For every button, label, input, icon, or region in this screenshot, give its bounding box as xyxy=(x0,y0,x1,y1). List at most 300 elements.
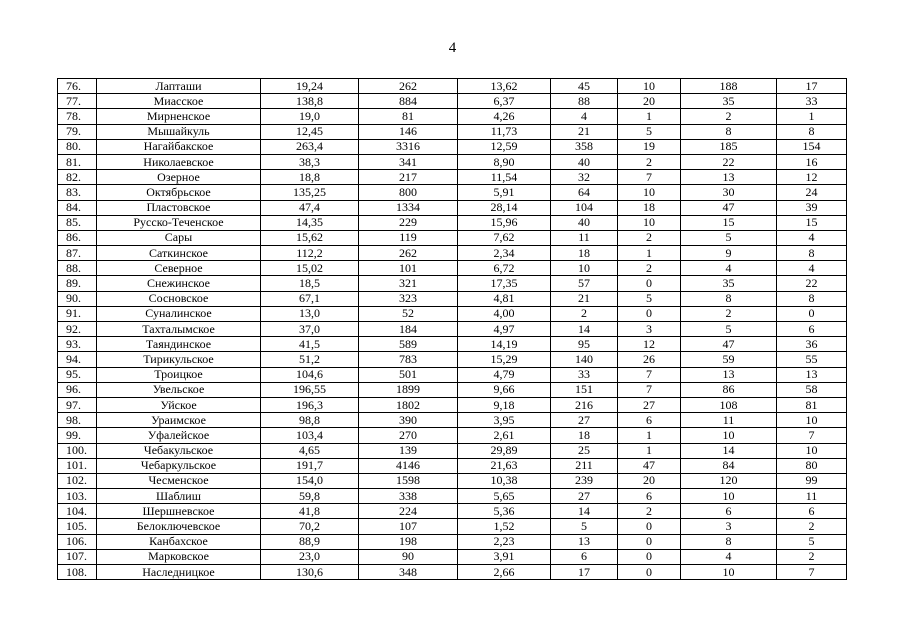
value-cell: 21 xyxy=(551,291,618,306)
name-cell: Марковское xyxy=(97,549,261,564)
page-number: 4 xyxy=(448,40,457,56)
ratio-cell: 4,79 xyxy=(458,367,551,382)
ratio-cell: 11,73 xyxy=(458,124,551,139)
value-cell: 39 xyxy=(777,200,847,215)
value-cell: 40 xyxy=(551,154,618,169)
ratio-cell: 6,72 xyxy=(458,261,551,276)
ratio-cell: 2,34 xyxy=(458,246,551,261)
value-cell: 20 xyxy=(618,473,681,488)
count-cell: 52 xyxy=(359,306,458,321)
area-cell: 12,45 xyxy=(261,124,359,139)
value-cell: 6 xyxy=(618,489,681,504)
name-cell: Нагайбакское xyxy=(97,139,261,154)
area-cell: 38,3 xyxy=(261,154,359,169)
row-number-cell: 96. xyxy=(58,382,97,397)
row-number-cell: 83. xyxy=(58,185,97,200)
row-number-cell: 80. xyxy=(58,139,97,154)
value-cell: 86 xyxy=(681,382,777,397)
row-number-cell: 93. xyxy=(58,337,97,352)
value-cell: 0 xyxy=(618,519,681,534)
area-cell: 59,8 xyxy=(261,489,359,504)
data-table xyxy=(57,78,847,580)
value-cell: 0 xyxy=(618,306,681,321)
value-cell: 45 xyxy=(551,79,618,94)
value-cell: 0 xyxy=(618,565,681,580)
ratio-cell: 14,19 xyxy=(458,337,551,352)
value-cell: 84 xyxy=(681,458,777,473)
ratio-cell: 12,59 xyxy=(458,139,551,154)
table-row xyxy=(58,170,847,185)
name-cell: Чебаркульское xyxy=(97,458,261,473)
value-cell: 3 xyxy=(681,519,777,534)
name-cell: Озерное xyxy=(97,170,261,185)
value-cell: 2 xyxy=(618,261,681,276)
value-cell: 27 xyxy=(618,397,681,412)
row-number-cell: 90. xyxy=(58,291,97,306)
value-cell: 26 xyxy=(618,352,681,367)
name-cell: Тахталымское xyxy=(97,322,261,337)
table-row xyxy=(58,473,847,488)
ratio-cell: 2,61 xyxy=(458,428,551,443)
value-cell: 1 xyxy=(618,246,681,261)
area-cell: 15,02 xyxy=(261,261,359,276)
value-cell: 12 xyxy=(618,337,681,352)
area-cell: 51,2 xyxy=(261,352,359,367)
value-cell: 6 xyxy=(777,504,847,519)
value-cell: 0 xyxy=(618,276,681,291)
name-cell: Сары xyxy=(97,230,261,245)
value-cell: 0 xyxy=(777,306,847,321)
value-cell: 40 xyxy=(551,215,618,230)
area-cell: 98,8 xyxy=(261,413,359,428)
count-cell: 321 xyxy=(359,276,458,291)
table-row xyxy=(58,382,847,397)
value-cell: 4 xyxy=(777,261,847,276)
value-cell: 2 xyxy=(681,306,777,321)
name-cell: Николаевское xyxy=(97,154,261,169)
ratio-cell: 13,62 xyxy=(458,79,551,94)
count-cell: 224 xyxy=(359,504,458,519)
value-cell: 120 xyxy=(681,473,777,488)
table-row xyxy=(58,337,847,352)
name-cell: Чесменское xyxy=(97,473,261,488)
value-cell: 7 xyxy=(618,367,681,382)
value-cell: 95 xyxy=(551,337,618,352)
value-cell: 10 xyxy=(681,565,777,580)
name-cell: Тирикульское xyxy=(97,352,261,367)
name-cell: Шершневское xyxy=(97,504,261,519)
table-row xyxy=(58,185,847,200)
row-number-cell: 101. xyxy=(58,458,97,473)
value-cell: 239 xyxy=(551,473,618,488)
value-cell: 88 xyxy=(551,94,618,109)
name-cell: Пластовское xyxy=(97,200,261,215)
area-cell: 4,65 xyxy=(261,443,359,458)
value-cell: 0 xyxy=(618,549,681,564)
row-number-cell: 81. xyxy=(58,154,97,169)
count-cell: 589 xyxy=(359,337,458,352)
count-cell: 217 xyxy=(359,170,458,185)
row-number-cell: 95. xyxy=(58,367,97,382)
value-cell: 10 xyxy=(777,443,847,458)
value-cell: 64 xyxy=(551,185,618,200)
name-cell: Увельское xyxy=(97,382,261,397)
value-cell: 10 xyxy=(551,261,618,276)
row-number-cell: 106. xyxy=(58,534,97,549)
ratio-cell: 2,23 xyxy=(458,534,551,549)
value-cell: 32 xyxy=(551,170,618,185)
table-row xyxy=(58,291,847,306)
name-cell: Чебакульское xyxy=(97,443,261,458)
value-cell: 10 xyxy=(618,185,681,200)
ratio-cell: 2,66 xyxy=(458,565,551,580)
count-cell: 139 xyxy=(359,443,458,458)
value-cell: 55 xyxy=(777,352,847,367)
name-cell: Снежинское xyxy=(97,276,261,291)
area-cell: 67,1 xyxy=(261,291,359,306)
value-cell: 6 xyxy=(551,549,618,564)
value-cell: 33 xyxy=(777,94,847,109)
count-cell: 101 xyxy=(359,261,458,276)
value-cell: 9 xyxy=(681,246,777,261)
count-cell: 323 xyxy=(359,291,458,306)
ratio-cell: 3,95 xyxy=(458,413,551,428)
value-cell: 80 xyxy=(777,458,847,473)
value-cell: 18 xyxy=(618,200,681,215)
table-row xyxy=(58,109,847,124)
value-cell: 17 xyxy=(777,79,847,94)
value-cell: 0 xyxy=(618,534,681,549)
value-cell: 7 xyxy=(618,170,681,185)
area-cell: 13,0 xyxy=(261,306,359,321)
row-number-cell: 107. xyxy=(58,549,97,564)
value-cell: 10 xyxy=(681,489,777,504)
value-cell: 1 xyxy=(618,443,681,458)
value-cell: 18 xyxy=(551,428,618,443)
count-cell: 1802 xyxy=(359,397,458,412)
name-cell: Ураимское xyxy=(97,413,261,428)
table-row xyxy=(58,534,847,549)
value-cell: 36 xyxy=(777,337,847,352)
value-cell: 108 xyxy=(681,397,777,412)
value-cell: 14 xyxy=(551,504,618,519)
value-cell: 8 xyxy=(777,246,847,261)
count-cell: 3316 xyxy=(359,139,458,154)
ratio-cell: 9,18 xyxy=(458,397,551,412)
count-cell: 884 xyxy=(359,94,458,109)
value-cell: 13 xyxy=(681,367,777,382)
count-cell: 81 xyxy=(359,109,458,124)
name-cell: Октябрьское xyxy=(97,185,261,200)
row-number-cell: 77. xyxy=(58,94,97,109)
area-cell: 130,6 xyxy=(261,565,359,580)
count-cell: 90 xyxy=(359,549,458,564)
value-cell: 81 xyxy=(777,397,847,412)
value-cell: 6 xyxy=(777,322,847,337)
area-cell: 70,2 xyxy=(261,519,359,534)
value-cell: 47 xyxy=(681,200,777,215)
value-cell: 358 xyxy=(551,139,618,154)
table-row xyxy=(58,489,847,504)
table-row xyxy=(58,94,847,109)
value-cell: 15 xyxy=(681,215,777,230)
count-cell: 4146 xyxy=(359,458,458,473)
value-cell: 2 xyxy=(551,306,618,321)
count-cell: 262 xyxy=(359,79,458,94)
table-row xyxy=(58,139,847,154)
value-cell: 99 xyxy=(777,473,847,488)
count-cell: 800 xyxy=(359,185,458,200)
value-cell: 20 xyxy=(618,94,681,109)
row-number-cell: 86. xyxy=(58,230,97,245)
table-row xyxy=(58,200,847,215)
value-cell: 30 xyxy=(681,185,777,200)
table-row xyxy=(58,215,847,230)
ratio-cell: 3,91 xyxy=(458,549,551,564)
value-cell: 13 xyxy=(777,367,847,382)
count-cell: 341 xyxy=(359,154,458,169)
value-cell: 57 xyxy=(551,276,618,291)
value-cell: 3 xyxy=(618,322,681,337)
count-cell: 198 xyxy=(359,534,458,549)
ratio-cell: 4,26 xyxy=(458,109,551,124)
value-cell: 2 xyxy=(618,230,681,245)
table-row xyxy=(58,322,847,337)
value-cell: 35 xyxy=(681,276,777,291)
ratio-cell: 10,38 xyxy=(458,473,551,488)
count-cell: 262 xyxy=(359,246,458,261)
value-cell: 5 xyxy=(551,519,618,534)
value-cell: 11 xyxy=(681,413,777,428)
value-cell: 27 xyxy=(551,489,618,504)
table-row xyxy=(58,79,847,94)
value-cell: 11 xyxy=(777,489,847,504)
ratio-cell: 15,29 xyxy=(458,352,551,367)
ratio-cell: 7,62 xyxy=(458,230,551,245)
row-number-cell: 99. xyxy=(58,428,97,443)
table-row xyxy=(58,504,847,519)
value-cell: 24 xyxy=(777,185,847,200)
table-row xyxy=(58,352,847,367)
row-number-cell: 79. xyxy=(58,124,97,139)
area-cell: 196,3 xyxy=(261,397,359,412)
value-cell: 1 xyxy=(618,109,681,124)
area-cell: 135,25 xyxy=(261,185,359,200)
ratio-cell: 6,37 xyxy=(458,94,551,109)
value-cell: 1 xyxy=(618,428,681,443)
area-cell: 41,5 xyxy=(261,337,359,352)
ratio-cell: 21,63 xyxy=(458,458,551,473)
count-cell: 270 xyxy=(359,428,458,443)
value-cell: 13 xyxy=(551,534,618,549)
count-cell: 119 xyxy=(359,230,458,245)
row-number-cell: 100. xyxy=(58,443,97,458)
table-row xyxy=(58,124,847,139)
count-cell: 338 xyxy=(359,489,458,504)
area-cell: 104,6 xyxy=(261,367,359,382)
area-cell: 154,0 xyxy=(261,473,359,488)
row-number-cell: 104. xyxy=(58,504,97,519)
name-cell: Мышайкуль xyxy=(97,124,261,139)
value-cell: 21 xyxy=(551,124,618,139)
name-cell: Канбахское xyxy=(97,534,261,549)
value-cell: 188 xyxy=(681,79,777,94)
table-body xyxy=(58,79,847,580)
value-cell: 17 xyxy=(551,565,618,580)
table-row xyxy=(58,413,847,428)
ratio-cell: 1,52 xyxy=(458,519,551,534)
value-cell: 5 xyxy=(777,534,847,549)
table-row xyxy=(58,397,847,412)
value-cell: 11 xyxy=(551,230,618,245)
count-cell: 229 xyxy=(359,215,458,230)
ratio-cell: 8,90 xyxy=(458,154,551,169)
value-cell: 8 xyxy=(681,534,777,549)
area-cell: 112,2 xyxy=(261,246,359,261)
name-cell: Мирненское xyxy=(97,109,261,124)
value-cell: 58 xyxy=(777,382,847,397)
area-cell: 196,55 xyxy=(261,382,359,397)
value-cell: 14 xyxy=(681,443,777,458)
ratio-cell: 5,91 xyxy=(458,185,551,200)
row-number-cell: 76. xyxy=(58,79,97,94)
value-cell: 8 xyxy=(777,291,847,306)
value-cell: 2 xyxy=(777,549,847,564)
count-cell: 1598 xyxy=(359,473,458,488)
row-number-cell: 85. xyxy=(58,215,97,230)
area-cell: 14,35 xyxy=(261,215,359,230)
area-cell: 19,24 xyxy=(261,79,359,94)
ratio-cell: 9,66 xyxy=(458,382,551,397)
area-cell: 191,7 xyxy=(261,458,359,473)
value-cell: 12 xyxy=(777,170,847,185)
table-row xyxy=(58,306,847,321)
count-cell: 390 xyxy=(359,413,458,428)
value-cell: 2 xyxy=(618,154,681,169)
row-number-cell: 91. xyxy=(58,306,97,321)
area-cell: 37,0 xyxy=(261,322,359,337)
table-row xyxy=(58,549,847,564)
name-cell: Уйское xyxy=(97,397,261,412)
area-cell: 18,8 xyxy=(261,170,359,185)
name-cell: Уфалейское xyxy=(97,428,261,443)
row-number-cell: 94. xyxy=(58,352,97,367)
value-cell: 6 xyxy=(618,413,681,428)
value-cell: 10 xyxy=(618,215,681,230)
name-cell: Сосновское xyxy=(97,291,261,306)
ratio-cell: 11,54 xyxy=(458,170,551,185)
ratio-cell: 4,81 xyxy=(458,291,551,306)
value-cell: 59 xyxy=(681,352,777,367)
value-cell: 7 xyxy=(777,565,847,580)
value-cell: 1 xyxy=(777,109,847,124)
row-number-cell: 82. xyxy=(58,170,97,185)
name-cell: Миасское xyxy=(97,94,261,109)
value-cell: 7 xyxy=(618,382,681,397)
name-cell: Суналинское xyxy=(97,306,261,321)
name-cell: Шаблиш xyxy=(97,489,261,504)
row-number-cell: 89. xyxy=(58,276,97,291)
value-cell: 5 xyxy=(618,124,681,139)
row-number-cell: 108. xyxy=(58,565,97,580)
count-cell: 348 xyxy=(359,565,458,580)
value-cell: 4 xyxy=(551,109,618,124)
table-row xyxy=(58,276,847,291)
name-cell: Саткинское xyxy=(97,246,261,261)
ratio-cell: 4,97 xyxy=(458,322,551,337)
value-cell: 5 xyxy=(681,322,777,337)
value-cell: 25 xyxy=(551,443,618,458)
ratio-cell: 17,35 xyxy=(458,276,551,291)
value-cell: 211 xyxy=(551,458,618,473)
table-row xyxy=(58,230,847,245)
row-number-cell: 103. xyxy=(58,489,97,504)
row-number-cell: 102. xyxy=(58,473,97,488)
count-cell: 184 xyxy=(359,322,458,337)
count-cell: 501 xyxy=(359,367,458,382)
value-cell: 2 xyxy=(618,504,681,519)
count-cell: 1899 xyxy=(359,382,458,397)
count-cell: 1334 xyxy=(359,200,458,215)
row-number-cell: 92. xyxy=(58,322,97,337)
value-cell: 19 xyxy=(618,139,681,154)
ratio-cell: 15,96 xyxy=(458,215,551,230)
ratio-cell: 4,00 xyxy=(458,306,551,321)
value-cell: 5 xyxy=(681,230,777,245)
value-cell: 35 xyxy=(681,94,777,109)
area-cell: 23,0 xyxy=(261,549,359,564)
value-cell: 185 xyxy=(681,139,777,154)
value-cell: 7 xyxy=(777,428,847,443)
area-cell: 18,5 xyxy=(261,276,359,291)
name-cell: Лапташи xyxy=(97,79,261,94)
table-row xyxy=(58,428,847,443)
value-cell: 4 xyxy=(681,261,777,276)
area-cell: 47,4 xyxy=(261,200,359,215)
value-cell: 22 xyxy=(681,154,777,169)
row-number-cell: 84. xyxy=(58,200,97,215)
value-cell: 10 xyxy=(777,413,847,428)
area-cell: 88,9 xyxy=(261,534,359,549)
row-number-cell: 87. xyxy=(58,246,97,261)
name-cell: Белоключевское xyxy=(97,519,261,534)
area-cell: 41,8 xyxy=(261,504,359,519)
table-row xyxy=(58,443,847,458)
value-cell: 14 xyxy=(551,322,618,337)
count-cell: 146 xyxy=(359,124,458,139)
value-cell: 10 xyxy=(618,79,681,94)
row-number-cell: 97. xyxy=(58,397,97,412)
value-cell: 151 xyxy=(551,382,618,397)
table-row xyxy=(58,458,847,473)
ratio-cell: 5,36 xyxy=(458,504,551,519)
value-cell: 33 xyxy=(551,367,618,382)
value-cell: 6 xyxy=(681,504,777,519)
value-cell: 140 xyxy=(551,352,618,367)
value-cell: 47 xyxy=(681,337,777,352)
area-cell: 103,4 xyxy=(261,428,359,443)
value-cell: 15 xyxy=(777,215,847,230)
name-cell: Наследницкое xyxy=(97,565,261,580)
table-row xyxy=(58,367,847,382)
row-number-cell: 88. xyxy=(58,261,97,276)
area-cell: 263,4 xyxy=(261,139,359,154)
value-cell: 4 xyxy=(681,549,777,564)
value-cell: 8 xyxy=(681,291,777,306)
value-cell: 27 xyxy=(551,413,618,428)
value-cell: 18 xyxy=(551,246,618,261)
name-cell: Троицкое xyxy=(97,367,261,382)
